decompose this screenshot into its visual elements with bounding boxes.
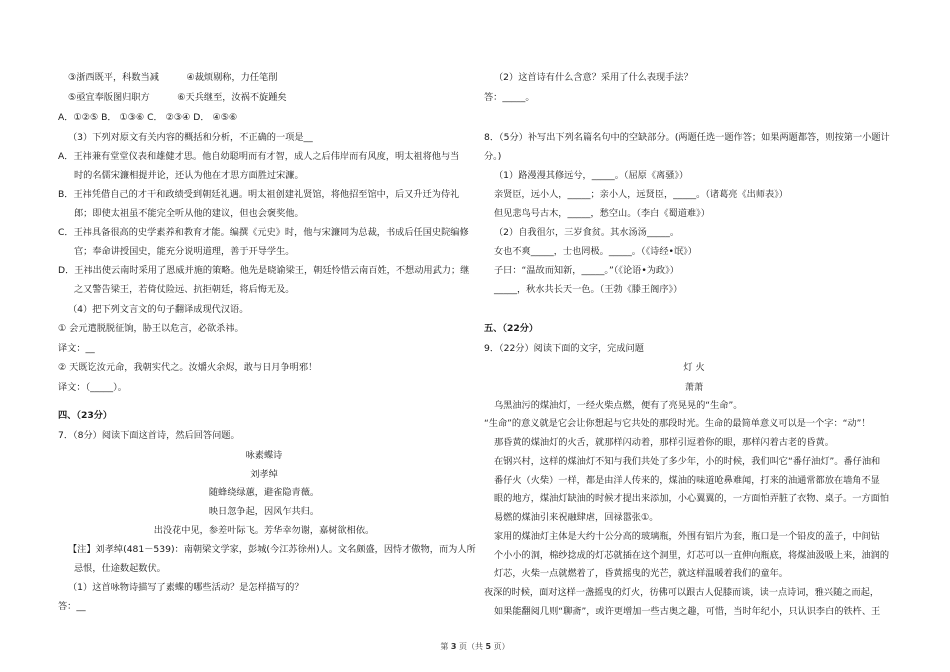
page-footer [0, 641, 950, 652]
question-line: （1）这首咏物诗描写了素蝶的哪些活动？是怎样描写的？ [68, 582, 304, 593]
choice-b-cont: 郎；即使太祖虽不能完全听从他的建议，但也会褒奖他。 [74, 208, 304, 219]
footer-mid: 页（共 [459, 642, 483, 651]
note-line: 【注】刘孝绰(481－539)：南朝梁文学家，彭城(今江苏徐州)人。文名颇盛，因恃才傲物，而为人所 [68, 544, 476, 555]
poem-line: 映日忽争起，因风乍共归。 [208, 506, 320, 517]
footer-suffix: 页） [493, 642, 510, 651]
question-line: （3）下列对原文有关内容的概括和分析，不正确的一项是__ [68, 132, 313, 143]
choice-c: C．王祎具备很高的史学素养和教育才能。编撰《元史》时，他与宋濂同为总裁，书成后任国史院编修 [58, 227, 469, 238]
fill-line: _____，秋水共长天一色。（王勃《滕王阁序》） [494, 284, 683, 295]
poem-author: 刘孝绰 [250, 469, 278, 480]
choice-a: A．王祎兼有堂堂仪表和雄健才思。他自幼聪明而有才智，成人之后伟岸而有风度，明太祖将他与当 [58, 151, 460, 162]
article-title: 灯 火 [683, 362, 705, 373]
question-7: 7．（8分）阅读下面这首诗，然后回答问题。 [58, 430, 240, 441]
fill-line: 但见悲鸟号古木，_____，愁空山。（李白《蜀道难》） [494, 208, 710, 219]
paragraph-line: 灯芯，火柴一点就燃着了，昏黄摇曳的光芒，就这样温暖着我们的童年。 [494, 568, 788, 579]
question-8-cont: 分。) [484, 151, 502, 162]
poem-line: 随蜂绕绿蕙，避雀隐青薇。 [208, 487, 320, 498]
paragraph-line: 如果能翻阅几则“聊斋”，或许更增加一些古奥之趣，可惜，当时年纪小，只认识李白的铁杵、王 [494, 606, 881, 617]
answer-line: 答：_____。 [484, 92, 535, 103]
page-number: 3 [450, 642, 457, 651]
footer-prefix: 第 [440, 642, 449, 651]
option-line: ③浙西既平，科数当减 ④裁烦剔称，力任笔削 [68, 72, 278, 83]
question-8: 8．（5分）补写出下列名篇名句中的空缺部分。(两题任选一题作答；如果两题都答，则按第一小题计 [484, 132, 890, 143]
section-heading: 四、（23分） [58, 410, 113, 421]
paragraph-line: 家用的煤油灯主体是大约十公分高的玻璃瓶，外围有铝片为套，瓶口是一个铅皮的盖子，中间钻 [494, 531, 880, 542]
fill-line: 子曰：“温故而知新，_____。”（《论语•为政》） [494, 265, 679, 276]
paragraph-line: 眼的地方，煤油灯缺油的时候才提出来添加，小心翼翼的，一方面怕弄脏了衣物、桌子。一方面怕 [494, 493, 890, 504]
paragraph-line: 那昏黄的煤油灯的火舌，就那样闪动着，那样引逗着你的眼，那样闪着古老的昏黄。 [494, 437, 834, 448]
choice-d: D．王祎出使云南时采用了恩威并施的策略。他先是晓谕梁王，朝廷怜惜云南百姓，不想动用武力；继 [58, 265, 470, 276]
paragraph-line: 个小小的洞，棉纱捻成的灯芯就插在这个洞里，灯芯可以一直伸向瓶底，将煤油汲吸上来，油润的 [494, 550, 890, 561]
note-line-cont: 忌恨，仕途数起数伏。 [74, 563, 166, 574]
fill-line: （1）路漫漫其修远兮，_____。（屈原《离骚》） [494, 170, 689, 181]
choice-c-cont: 官；奉命讲授国史，能充分说明道理，善于开导学生。 [74, 246, 295, 257]
answer-line: 译文：__ [58, 343, 95, 354]
sentence-line: ② 天既讫汝元命，我朝实代之。汝爝火余烬，敢与日月争明邪！ [58, 362, 318, 373]
poem-line: 出没花中见，参差叶际飞。芳华幸勿谢，嘉树欲相依。 [153, 525, 375, 536]
article-author: 萧萧 [684, 382, 704, 393]
fill-line: （2）自我徂尔，三岁食贫。其水汤汤_____。 [494, 227, 680, 238]
fill-line: 女也不爽_____，士也罔极。_____。（《诗经•氓》） [494, 246, 697, 257]
paragraph-line: 乌黑油污的煤油灯，一经火柴点燃，便有了亮晃晃的“生命”。 [494, 400, 743, 411]
paragraph-line: 番仔火（火柴）一样，都是由洋人传来的，煤油的味道呛鼻难闻，打来的油通常都放在墙角不显 [494, 475, 880, 486]
choice-d-cont: 之又警告梁王，若倚仗险远、抗拒朝廷，将后悔无及。 [74, 284, 295, 295]
page-total: 5 [485, 642, 492, 651]
question-line: （4）把下列文言文的句子翻译成现代汉语。 [68, 304, 249, 315]
poem-title: 咏素蝶诗 [245, 450, 283, 461]
paragraph-line: 易燃的煤油引来祝融肆虐，回禄嚣张①。 [494, 512, 659, 523]
paragraph-line: “生命”的意义就是它会让你想起与它共处的那段时光。生命的最简单意义可以是一个字：“动”！ [484, 418, 871, 429]
option-line: ⑤亟宜奉版图归职方 ⑥天兵继至，汝祸不旋踵矣 [68, 92, 287, 103]
choice-b: B．王祎凭借自己的才干和政绩受到朝廷礼遇。明太祖创建礼贤馆，将他招至馆中，后又升迁为侍礼 [58, 189, 460, 200]
fill-line: 亲贤臣，远小人，_____；亲小人，远贤臣，_____。（诸葛亮《出师表》） [494, 189, 788, 200]
paragraph-line: 夜深的时候，面对这样一盏摇曳的灯火，彷佛可以跟古人促膝而谈，读一点诗词，雅兴随之而起， [484, 587, 880, 598]
sentence-line: ① 会元遣脱脱征饷，胁王以危言，必欲杀祎。 [58, 323, 244, 334]
section-heading: 五、（22分） [484, 323, 539, 334]
choice-a-cont: 时的名儒宋濂相提并论，还认为他在才思方面胜过宋濂。 [74, 170, 304, 181]
question-9: 9．（22分）阅读下面的文字，完成问题 [484, 343, 644, 354]
paragraph-line: 在钢兴村，这样的煤油灯不知与我们共处了多少年，小的时候，我们叫它“番仔油灯”。番仔油和 [494, 456, 881, 467]
question-line: （2）这首诗有什么含意？采用了什么表现手法？ [494, 72, 693, 83]
answer-line: 答：__ [58, 601, 86, 612]
answer-line: 译文：（_____）。 [58, 382, 127, 393]
choice-line: A．①②⑤ B． ①③⑥ C． ②③④ D． ④⑤⑥ [58, 112, 238, 123]
